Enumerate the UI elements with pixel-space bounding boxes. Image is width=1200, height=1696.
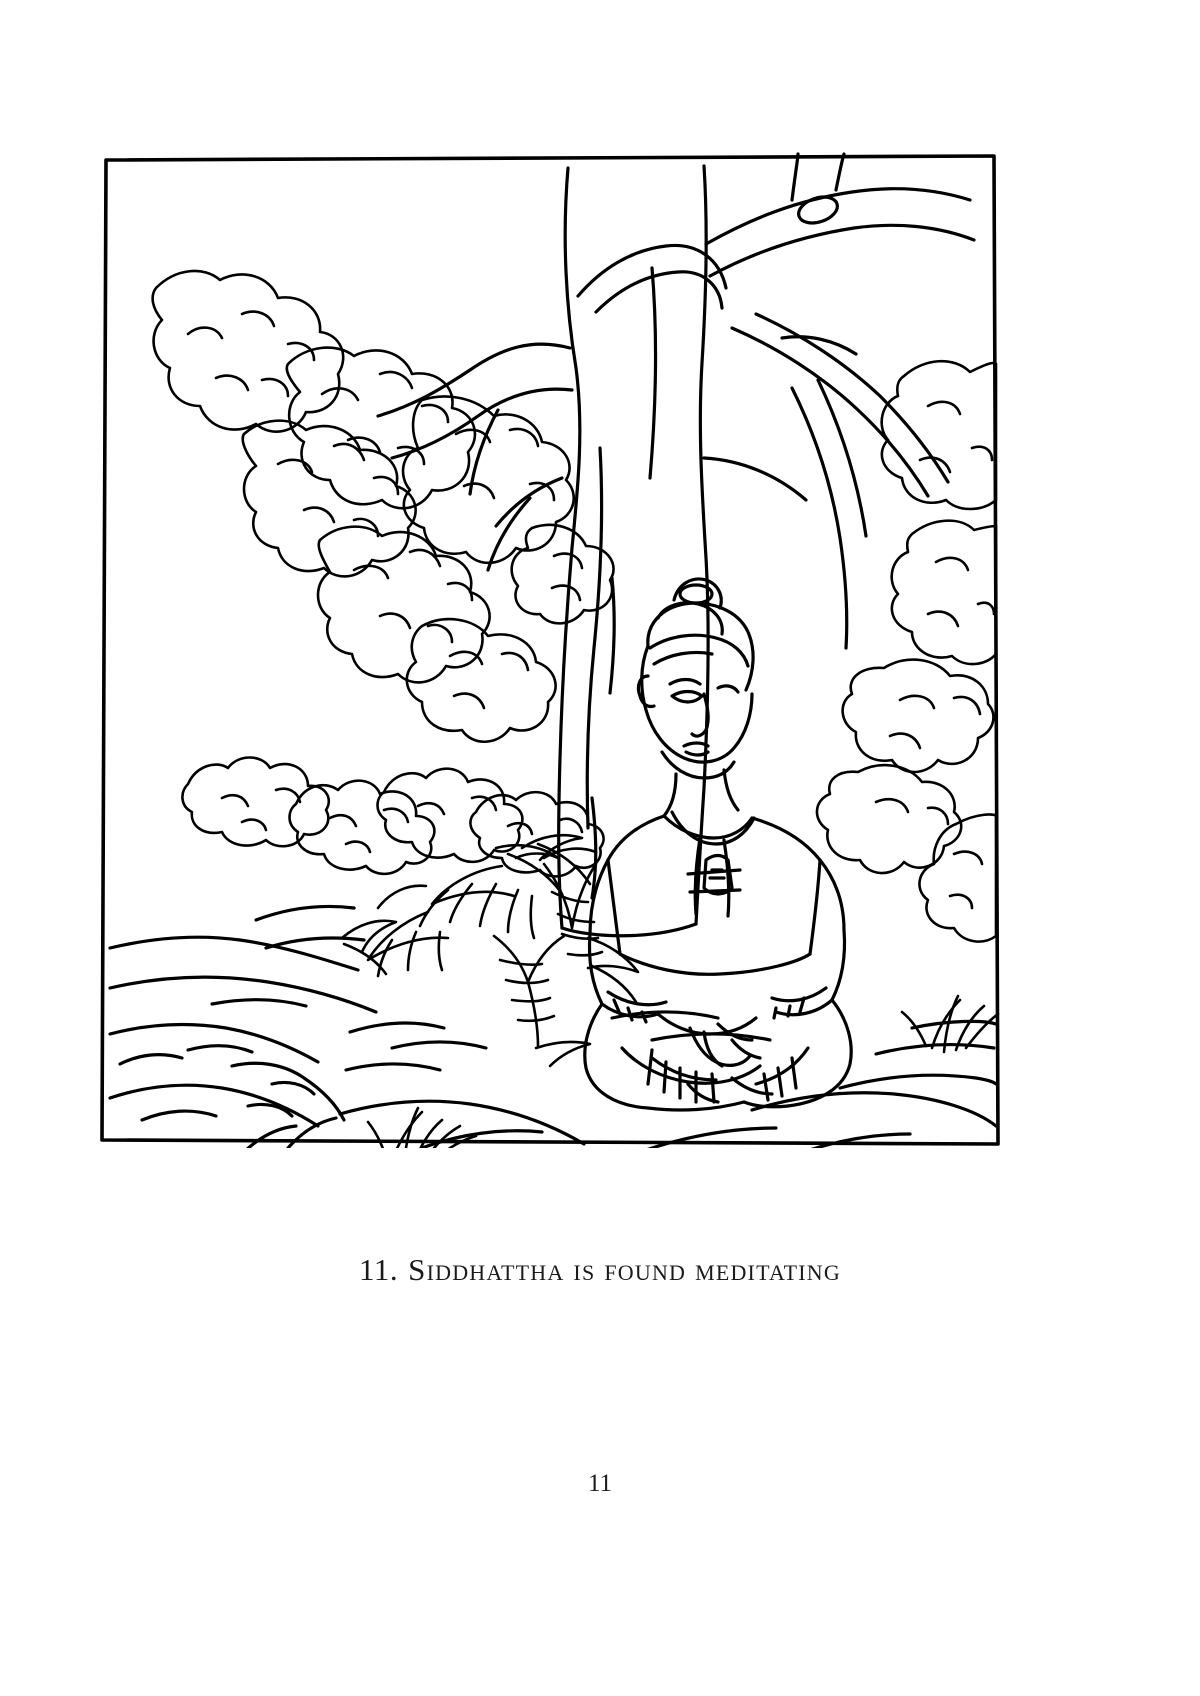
grass-tufts bbox=[368, 996, 998, 1148]
fern-plants bbox=[342, 835, 638, 1066]
figure-caption bbox=[0, 1252, 1200, 1288]
caption-title: Siddhattha is found meditating bbox=[408, 1252, 841, 1287]
caption-number: 11. bbox=[359, 1252, 399, 1287]
illustration-figure bbox=[92, 148, 1012, 1148]
leaf-cluster-left bbox=[153, 271, 614, 742]
illustration-border bbox=[102, 156, 998, 1144]
meditating-boy bbox=[585, 579, 851, 1110]
page-number: 11 bbox=[587, 1470, 613, 1497]
tree-trunk bbox=[559, 166, 708, 936]
